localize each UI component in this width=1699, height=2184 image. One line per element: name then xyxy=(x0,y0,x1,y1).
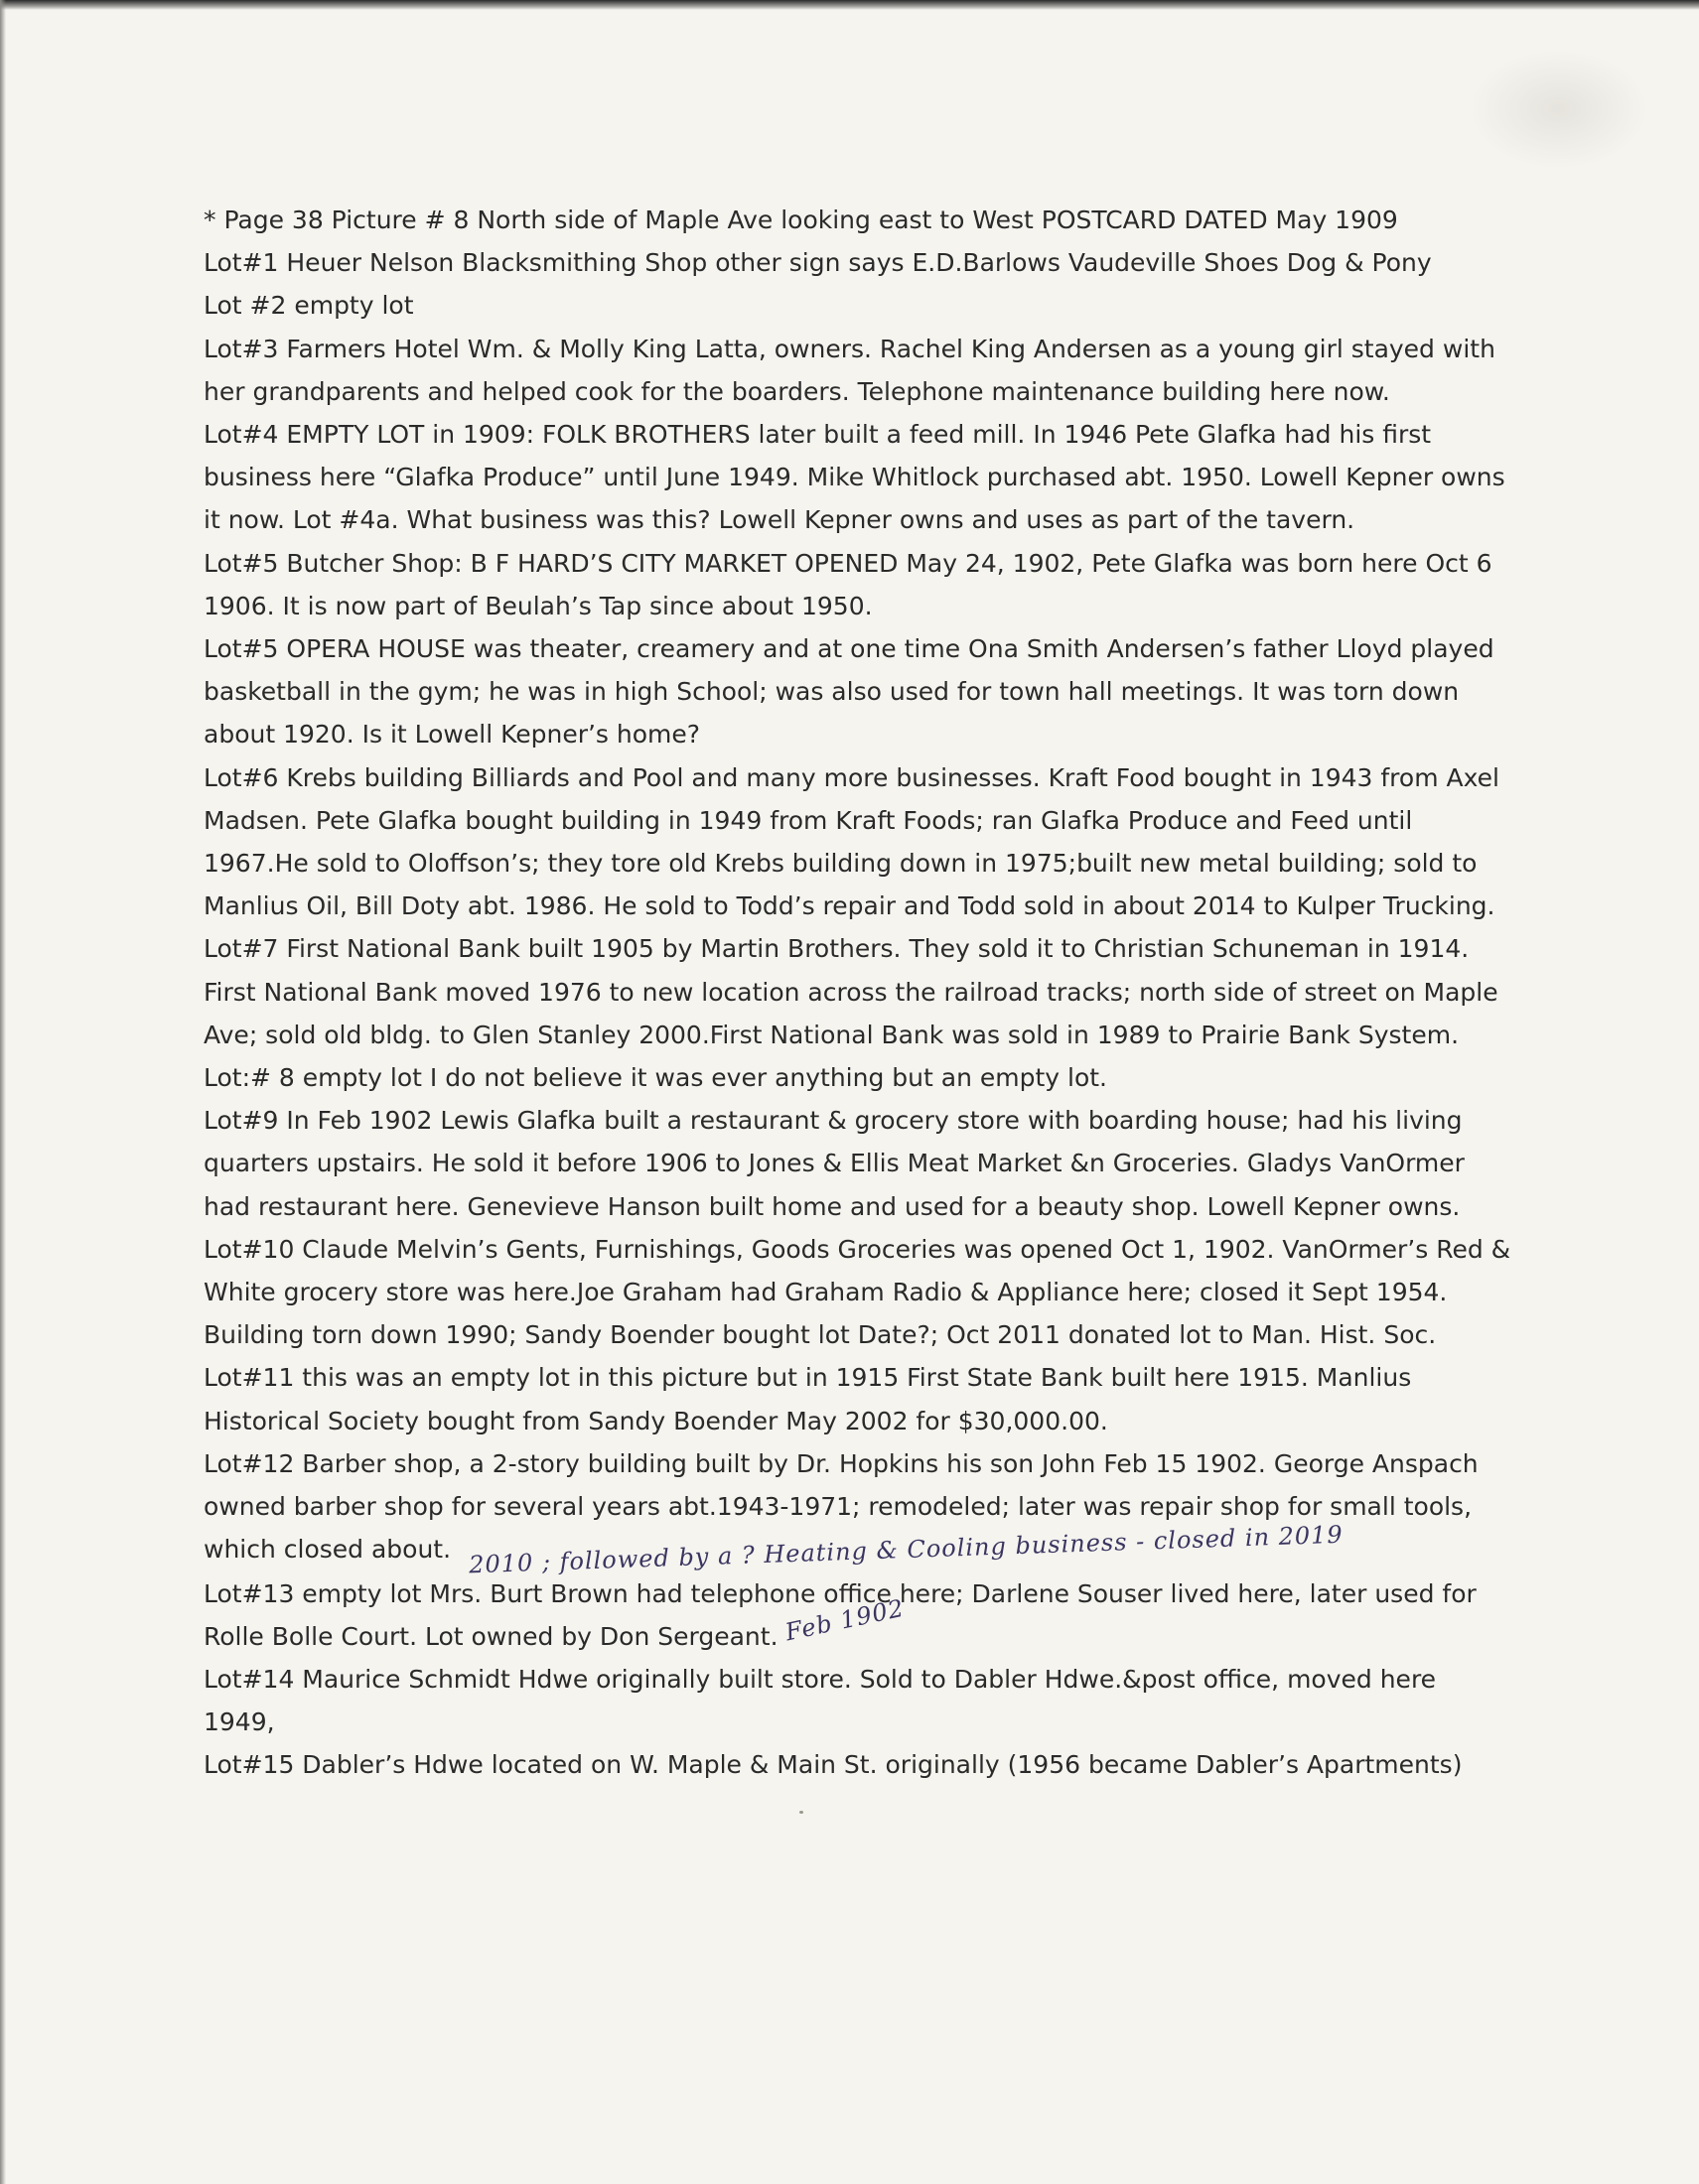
document-body xyxy=(204,199,1514,1787)
paper-smudge xyxy=(1470,50,1648,169)
lot-8-entry: Lot:# 8 empty lot I do not believe it was ever anything but an empty lot. xyxy=(204,1063,1107,1093)
lot-11-entry: Lot#11 this was an empty lot in this picture but in 1915 First State Bank built here 1915. Manlius Historical Society bought from Sandy Boender May 2002 for $30,000.00. xyxy=(204,1363,1412,1435)
lot-2-entry: Lot #2 empty lot xyxy=(204,291,414,321)
scan-edge-top xyxy=(0,0,1699,10)
lot-7-entry: Lot#7 First National Bank built 1905 by Martin Brothers. They sold it to Christian Schuneman in 1914. First National Bank moved 1976 to new location across the railroad tracks; north side of street on Maple Ave; sold old bldg. to Glen Stanley 2000.First National Bank was sold in 1989 to Prairie Bank System. xyxy=(204,934,1498,1049)
lot-12-continuation xyxy=(204,1520,1514,1579)
header-line: * Page 38 Picture # 8 North side of Maple Ave looking east to West POSTCARD DATED May 1909 xyxy=(204,205,1398,234)
lot-9-entry: Lot#9 In Feb 1902 Lewis Glafka built a restaurant & grocery store with boarding house; had his living quarters upstairs. He sold it before 1906 to Jones & Ellis Meat Market &n Groceries. Gladys VanOrmer had restaurant here. Genevieve Hanson built home and used for a beauty shop. Lowell Kepner owns. xyxy=(204,1106,1465,1221)
scan-edge-left xyxy=(0,0,6,2184)
lot-4-entry: Lot#4 EMPTY LOT in 1909: FOLK BROTHERS later built a feed mill. In 1946 Pete Glafka had his first business here “Glafka Produce” until June 1949. Mike Whitlock purchased abt. 1950. Lowell Kepner owns it now. Lot #4a. What business was this? Lowell Kepner owns and uses as part of the tavern. xyxy=(204,420,1505,535)
lot-6-entry: Lot#6 Krebs building Billiards and Pool and many more businesses. Kraft Food bought in 1943 from Axel Madsen. Pete Glafka bought building in 1949 from Kraft Foods; ran Glafka Produce and Feed until 1967.He sold to Oloffson’s; they tore old Krebs building down in 1975;built new metal building; sold to Manlius Oil, Bill Doty abt. 1986. He sold to Todd’s repair and Todd sold in about 2014 to Kulper Trucking. xyxy=(204,762,1499,921)
lot-10-entry: Lot#10 Claude Melvin’s Gents, Furnishings, Goods Groceries was opened Oct 1, 1902. VanOrmer’s Red & White grocery store was here.Joe Graham had Graham Radio & Appliance here; closed it Sept 1954. Building torn down 1990; Sandy Boender bought lot Date?; Oct 2011 donated lot to Man. Hist. Soc. xyxy=(204,1234,1511,1350)
lot-12-closing-text: which closed about. xyxy=(204,1535,452,1565)
handwritten-date: Feb 1902 xyxy=(782,1593,908,1647)
lot-12-entry: Lot#12 Barber shop, a 2-story building built by Dr. Hopkins his son John Feb 15 1902. George Anspach owned barber shop for several years abt.1943-1971; remodeled; later was repair shop for small tools, xyxy=(204,1448,1479,1522)
lot-15-entry: Lot#15 Dabler’s Hdwe located on W. Maple & Main St. originally (1956 became Dabler’s Apartments) xyxy=(204,1750,1463,1780)
handwritten-note: 2010 ; followed by a ? Heating & Cooling business - closed in 2019 xyxy=(468,1520,1345,1579)
lot-5-butcher-entry: Lot#5 Butcher Shop: B F HARD’S CITY MARKET OPENED May 24, 1902, Pete Glafka was born here Oct 6 1906. It is now part of Beulah’s Tap since about 1950. xyxy=(204,548,1492,620)
lot-13-entry: Lot#13 empty lot Mrs. Burt Brown had telephone office here; Darlene Souser lived here, later used for Rolle Bolle Court. Lot owned by Don Sergeant. xyxy=(204,1578,1477,1651)
paper-speck xyxy=(799,1811,803,1814)
lot-14-entry: Lot#14 Maurice Schmidt Hdwe originally built store. Sold to Dabler Hdwe.&post office, moved here 1949, xyxy=(204,1664,1437,1737)
lot-3-entry: Lot#3 Farmers Hotel Wm. & Molly King Latta, owners. Rachel King Andersen as a young girl stayed with her grandparents and helped cook for the boarders. Telephone maintenance building here now. xyxy=(204,334,1495,406)
lot-5-opera-entry: Lot#5 OPERA HOUSE was theater, creamery and at one time Ona Smith Andersen’s father Lloyd played basketball in the gym; he was in high School; was also used for town hall meetings. It was torn down about 1920. Is it Lowell Kepner’s home? xyxy=(204,634,1494,750)
lot-1-entry: Lot#1 Heuer Nelson Blacksmithing Shop other sign says E.D.Barlows Vaudeville Shoes Dog & Pony xyxy=(204,248,1432,278)
